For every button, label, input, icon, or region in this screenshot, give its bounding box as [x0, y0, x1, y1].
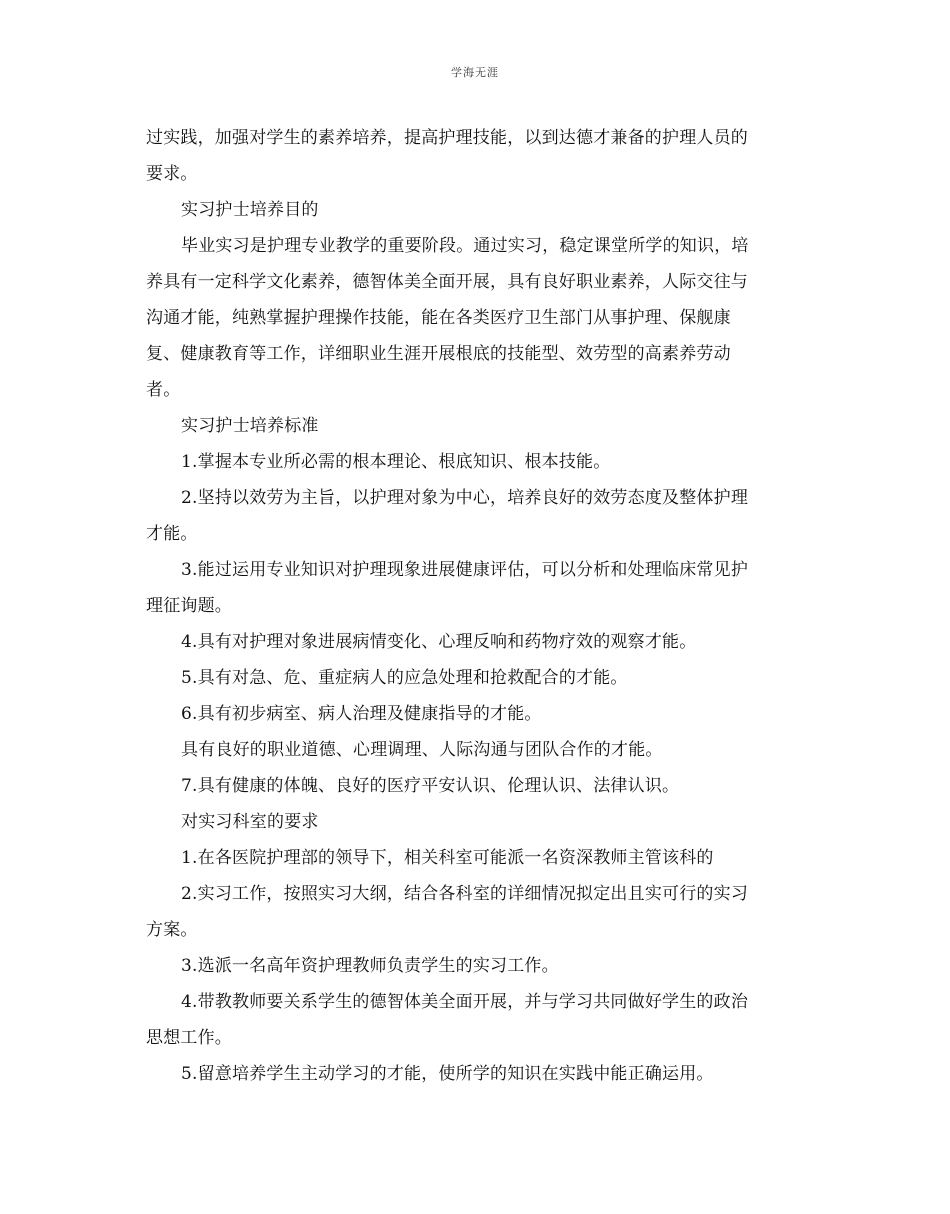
text-line: 理征询题。 [146, 596, 232, 616]
list-item: 4.带教教师要关系学生的德智体美全面开展，并与学习共同做好学生的政治 [181, 992, 749, 1012]
section-heading-training-goal: 实习护士培养目的 [181, 200, 319, 220]
text-line: 者。 [146, 380, 181, 400]
list-item: 2.实习工作，按照实习大纲，结合各科室的详细情况拟定出且实可行的实习 [181, 884, 749, 904]
text-line: 方案。 [146, 920, 198, 940]
list-item: 3.能过运用专业知识对护理现象进展健康评估，可以分析和处理临床常见护 [181, 560, 749, 580]
text-line: 思想工作。 [146, 1028, 232, 1048]
text-line: 毕业实习是护理专业教学的重要阶段。通过实习，稳定课堂所学的知识，培 [181, 236, 749, 256]
text-line: 具有良好的职业道德、心理调理、人际沟通与团队合作的才能。 [181, 740, 663, 760]
text-line: 要求。 [146, 164, 198, 184]
text-line: 才能。 [146, 524, 198, 544]
list-item: 1.掌握本专业所必需的根本理论、根底知识、根本技能。 [181, 452, 611, 472]
list-item: 7.具有健康的体魄、良好的医疗平安认识、伦理认识、法律认识。 [181, 776, 680, 796]
list-item: 6.具有初步病室、病人治理及健康指导的才能。 [181, 704, 542, 724]
section-heading-training-standard: 实习护士培养标准 [181, 416, 319, 436]
document-body [146, 120, 806, 1092]
list-item: 1.在各医院护理部的领导下，相关科室可能派一名资深教师主管该科的 [181, 848, 714, 868]
text-line: 复、健康教育等工作，详细职业生涯开展根底的技能型、效劳型的高素养劳动 [146, 344, 731, 364]
section-heading-department-requirements: 对实习科室的要求 [181, 812, 319, 832]
list-item: 4.具有对护理对象进展病情变化、心理反响和药物疗效的观察才能。 [181, 632, 697, 652]
list-item: 2.坚持以效劳为主旨，以护理对象为中心，培养良好的效劳态度及整体护理 [181, 488, 749, 508]
text-line: 沟通才能，纯熟掌握护理操作技能，能在各类医疗卫生部门从事护理、保舰康 [146, 308, 731, 328]
page-header: 学海无涯 [451, 66, 499, 79]
list-item: 5.留意培养学生主动学习的才能，使所学的知识在实践中能正确运用。 [181, 1064, 714, 1084]
text-line: 养具有一定科学文化素养，德智体美全面开展，具有良好职业素养，人际交往与 [146, 272, 748, 292]
text-line: 过实践，加强对学生的素养培养，提高护理技能，以到达德才兼备的护理人员的 [146, 128, 748, 148]
list-item: 3.选派一名高年资护理教师负责学生的实习工作。 [181, 956, 559, 976]
list-item: 5.具有对急、危、重症病人的应急处理和抢救配合的才能。 [181, 668, 628, 688]
